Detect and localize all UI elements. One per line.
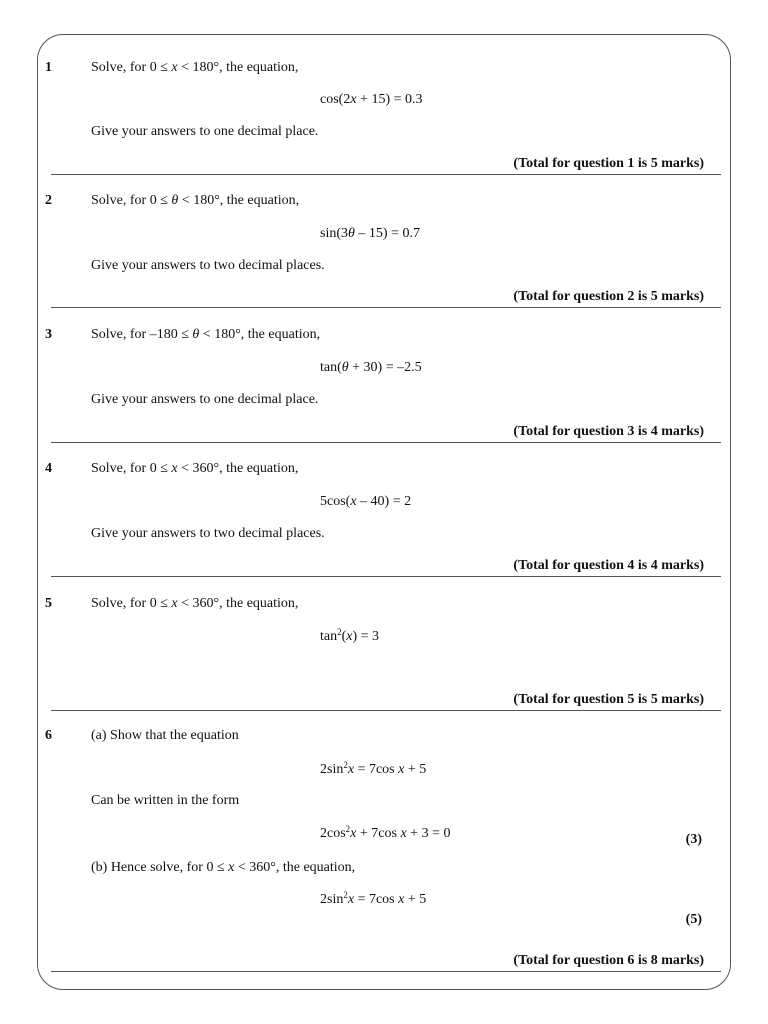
question-5-prompt: Solve, for 0 ≤ x < 360°, the equation,: [91, 596, 299, 611]
question-1-prompt: Solve, for 0 ≤ x < 180°, the equation,: [91, 60, 299, 75]
question-4-instruction: Give your answers to two decimal places.: [91, 526, 325, 541]
question-1-equation: cos(2x + 15) = 0.3: [320, 92, 423, 107]
question-5-total: (Total for question 5 is 5 marks): [513, 692, 704, 707]
question-6-part-a-label: (a) Show that the equation: [91, 728, 239, 743]
question-2-number: 2: [45, 193, 52, 208]
question-2-total: (Total for question 2 is 5 marks): [513, 289, 704, 304]
question-4-prompt: Solve, for 0 ≤ x < 360°, the equation,: [91, 461, 299, 476]
question-3-divider: [51, 442, 721, 443]
question-6-form-text: Can be written in the form: [91, 793, 240, 808]
question-3-instruction: Give your answers to one decimal place.: [91, 392, 319, 407]
question-2-divider: [51, 307, 721, 308]
question-3-equation: tan(θ + 30) = –2.5: [320, 360, 422, 375]
question-1-instruction: Give your answers to one decimal place.: [91, 124, 319, 139]
question-3-number: 3: [45, 327, 52, 342]
question-4-number: 4: [45, 461, 52, 476]
question-3-prompt: Solve, for –180 ≤ θ < 180°, the equation,: [91, 327, 321, 342]
question-2-equation: sin(3θ – 15) = 0.7: [320, 226, 420, 241]
question-5-equation: $\tan^2(x) = 3$: [320, 627, 380, 644]
question-2-prompt: Solve, for 0 ≤ θ < 180°, the equation,: [91, 193, 300, 208]
question-6-equation-3: $2\sin^2x = 7\cos$ x + 5: [320, 890, 427, 907]
question-6-total: (Total for question 6 is 8 marks): [513, 953, 704, 968]
question-6-number: 6: [45, 728, 52, 743]
question-4-divider: [51, 576, 721, 577]
page-border: [37, 34, 731, 990]
question-1-number: 1: [45, 60, 52, 75]
question-6-divider: [51, 971, 721, 972]
question-1-total: (Total for question 1 is 5 marks): [513, 156, 704, 171]
question-6-part-a-marks: (3): [685, 832, 702, 847]
question-6-equation-1: $2\sin^2x = 7\cos$ x + 5: [320, 760, 427, 777]
question-6-part-b-marks: (5): [685, 912, 702, 927]
question-5-number: 5: [45, 596, 52, 611]
question-4-equation: 5cos(x – 40) = 2: [320, 494, 412, 509]
question-6-equation-2: $2\cos^2x + 7\cos$ x + 3 = 0: [320, 824, 451, 841]
question-2-instruction: Give your answers to two decimal places.: [91, 258, 325, 273]
question-3-total: (Total for question 3 is 4 marks): [513, 424, 704, 439]
question-1-divider: [51, 174, 721, 175]
question-4-total: (Total for question 4 is 4 marks): [513, 558, 704, 573]
question-6-part-b-prompt: (b) Hence solve, for 0 ≤ x < 360°, the equation,: [91, 860, 356, 875]
question-5-divider: [51, 710, 721, 711]
